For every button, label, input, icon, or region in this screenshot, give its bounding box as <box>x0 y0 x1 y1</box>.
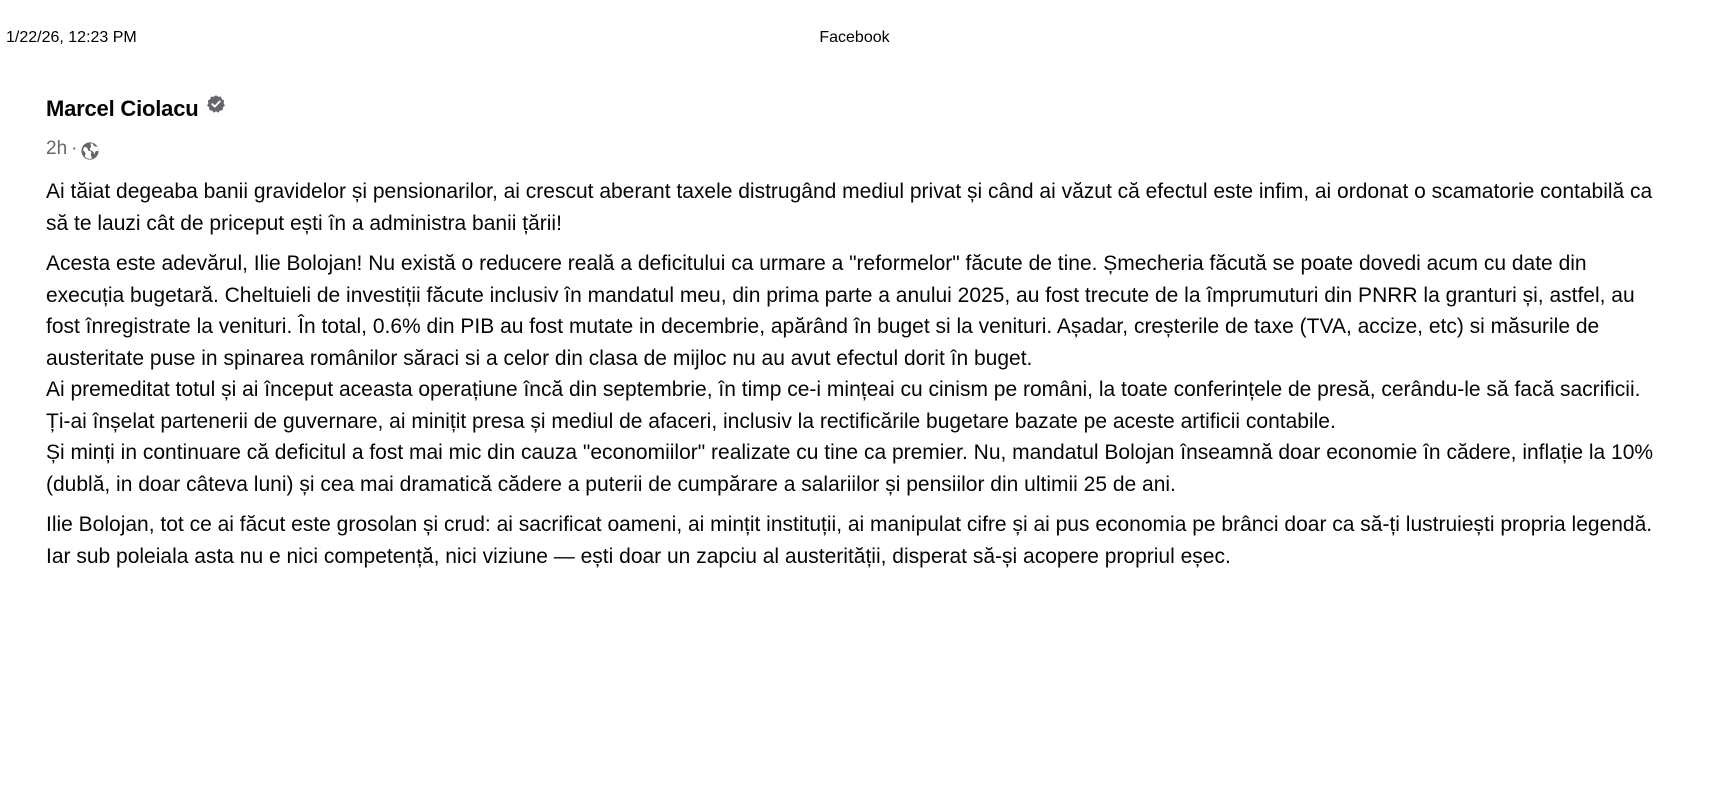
post-paragraph: Ai tăiat degeaba banii gravidelor și pensionarilor, ai crescut aberant taxele distrugând mediul privat și când ai văzut că efectul este infim, ai ordonat o scamatorie contabilă ca să te lauzi cât de priceput ești în a administra banii țării! <box>46 180 1653 235</box>
verified-badge-icon <box>206 94 226 114</box>
print-header <box>0 0 1709 60</box>
print-datetime: 1/22/26, 12:23 PM <box>6 29 137 46</box>
globe-icon[interactable] <box>80 141 100 161</box>
post-body <box>46 176 1666 572</box>
meta-separator: · <box>71 138 78 159</box>
post-timestamp[interactable]: 2h <box>46 138 68 159</box>
print-page-title: Facebook <box>819 29 890 46</box>
facebook-post <box>46 92 1666 572</box>
author-name[interactable]: Marcel Ciolacu <box>46 96 199 121</box>
post-paragraph: Și minți in continuare că deficitul a fost mai mic din cauza "economiilor" realizate cu tine ca premier. Nu, mandatul Bolojan înseamnă doar economie în cădere, inflație la 10% (dublă, in doar câteva luni) și cea mai dramatică cădere a puterii de cumpărare a salariilor și pensiilor din ultimii 25 de ani. <box>46 441 1654 496</box>
post-paragraph: Acesta este adevărul, Ilie Bolojan! Nu există o reducere reală a deficitului ca urmare a "reformelor" făcute de tine. Șmecheria făcută se poate dovedi acum cu date din execuția bugetară. Cheltuieli de investiții făcute inclusiv în mandatul meu, din prima parte a anului 2025, au fost trecute de la împrumuturi din PNRR la granturi și, astfel, au fost înregistrate la venituri. În total, 0.6% din PIB au fost mutate in decembrie, apărând în buget si la venituri. Așadar, creșterile de taxe (TVA, accize, etc) si măsurile de austeritate puse in spinarea românilor săraci si a celor din clasa de mijloc nu au avut efectul dorit în buget. <box>46 252 1635 370</box>
post-paragraph: Ilie Bolojan, tot ce ai făcut este grosolan și crud: ai sacrificat oameni, ai mințit instituții, ai manipulat cifre și ai pus economia pe brânci doar ca să-ți lustruiești propria legendă. Iar sub poleiala asta nu e nici competență, nici viziune — ești doar un zapciu al austerității, disperat să-și acopere propriul eșec. <box>46 513 1653 568</box>
post-paragraph: Ai premeditat totul și ai început aceasta operațiune încă din septembrie, în timp ce-i mințeai cu cinism pe români, la toate conferințele de presă, cerându-le să facă sacrificii. Ți-ai înșelat partenerii de guvernare, ai minițit presa și mediul de afaceri, inclusiv la rectificările bugetare bazate pe aceste artificii contabile. <box>46 378 1641 433</box>
post-meta <box>46 136 1666 162</box>
post-header <box>46 92 1666 128</box>
